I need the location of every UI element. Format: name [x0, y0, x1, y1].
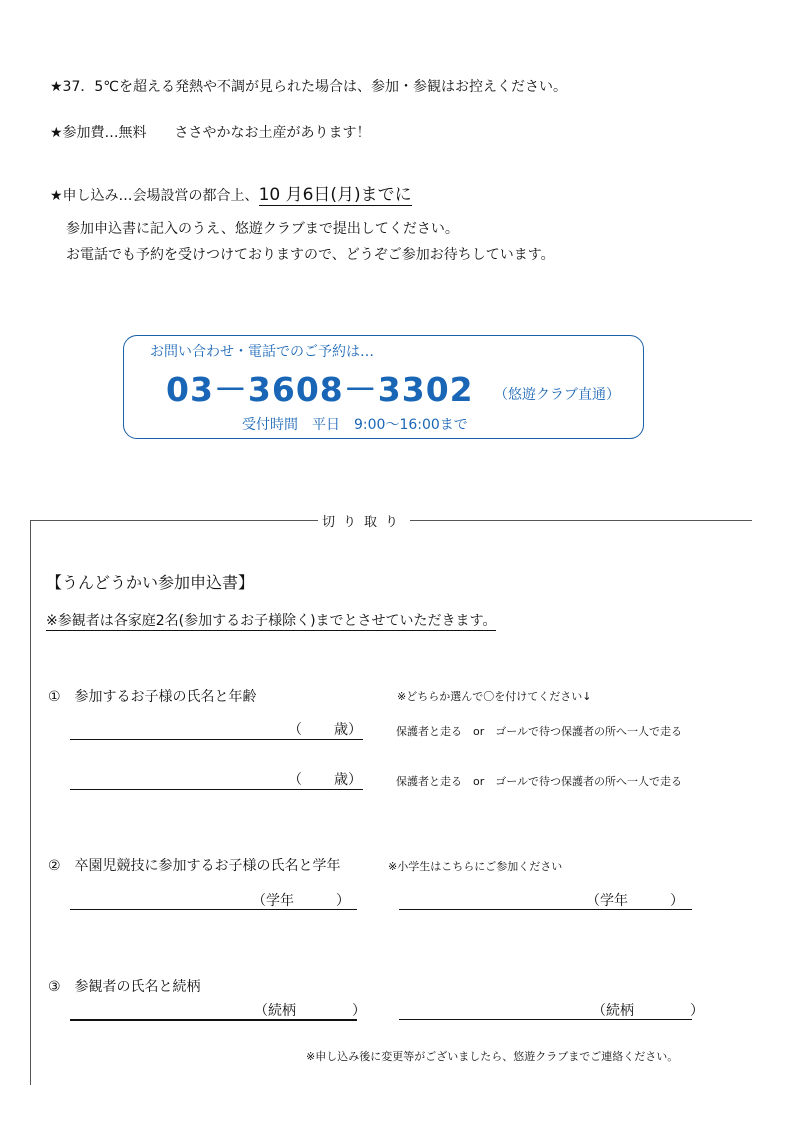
child-name-field-1[interactable]: [70, 739, 363, 740]
fever-notice: ★37．5℃を超える発熱や不調が見られた場合は、参加・参観はお控えください。: [50, 79, 567, 95]
grade-label-2: （学年 ）: [586, 893, 684, 909]
submit-instruction-1: 参加申込書に記入のうえ、悠遊クラブまで提出してください。: [66, 221, 459, 237]
section2-heading: ② 卒園児競技に参加するお子様の氏名と学年: [48, 858, 341, 874]
footer-note: ※申し込み後に変更等がございましたら、悠遊クラブまでご連絡ください。: [306, 1050, 679, 1063]
contact-heading: お問い合わせ・電話でのご予約は…: [150, 344, 374, 360]
deadline-prefix: ★申し込み…会場設営の都合上、: [50, 188, 259, 204]
age-open-2: （: [288, 772, 302, 788]
deadline-notice: [50, 180, 412, 205]
relation-label-2: （続柄 ）: [592, 1003, 704, 1019]
age-close-1: 歳）: [334, 722, 362, 738]
submit-instruction-2: お電話でも予約を受けつけておりますので、どうぞご参加お待ちしています。: [66, 247, 555, 263]
business-hours: 受付時間 平日 9:00～16:00まで: [242, 417, 468, 433]
section1-hint: ※どちらか選んで〇を付けてください↓: [397, 690, 592, 703]
deadline-date: 10 月6日(月)までに: [258, 185, 412, 205]
fee-notice: ★参加費…無料 ささやかなお土産があります！: [50, 125, 371, 141]
section3-heading: ③ 参観者の氏名と続柄: [48, 979, 201, 995]
section1-heading: ① 参加するお子様の氏名と年齢: [48, 689, 257, 705]
relation-label-1: （続柄 ）: [254, 1003, 366, 1019]
grade-label-1: （学年 ）: [252, 893, 350, 909]
phone-number: 03－3608－3302: [166, 370, 474, 409]
form-title: 【うんどうかい参加申込書】: [46, 573, 255, 592]
phone-note: （悠遊クラブ直通）: [494, 387, 620, 403]
child-name-field-2[interactable]: [70, 789, 363, 790]
cut-label: 切り取り: [318, 511, 410, 530]
age-close-2: 歳）: [334, 772, 362, 788]
age-open-1: （: [288, 722, 302, 738]
form-note: ※参観者は各家庭2名(参加するお子様除く)までとさせていただきます。: [46, 610, 496, 631]
cut-line-left: [30, 520, 31, 1085]
run-choice-2[interactable]: 保護者と走る or ゴールで待つ保護者の所へ一人で走る: [396, 775, 683, 788]
run-choice-1[interactable]: 保護者と走る or ゴールで待つ保護者の所へ一人で走る: [396, 725, 683, 738]
section2-hint: ※小学生はこちらにご参加ください: [388, 860, 563, 873]
